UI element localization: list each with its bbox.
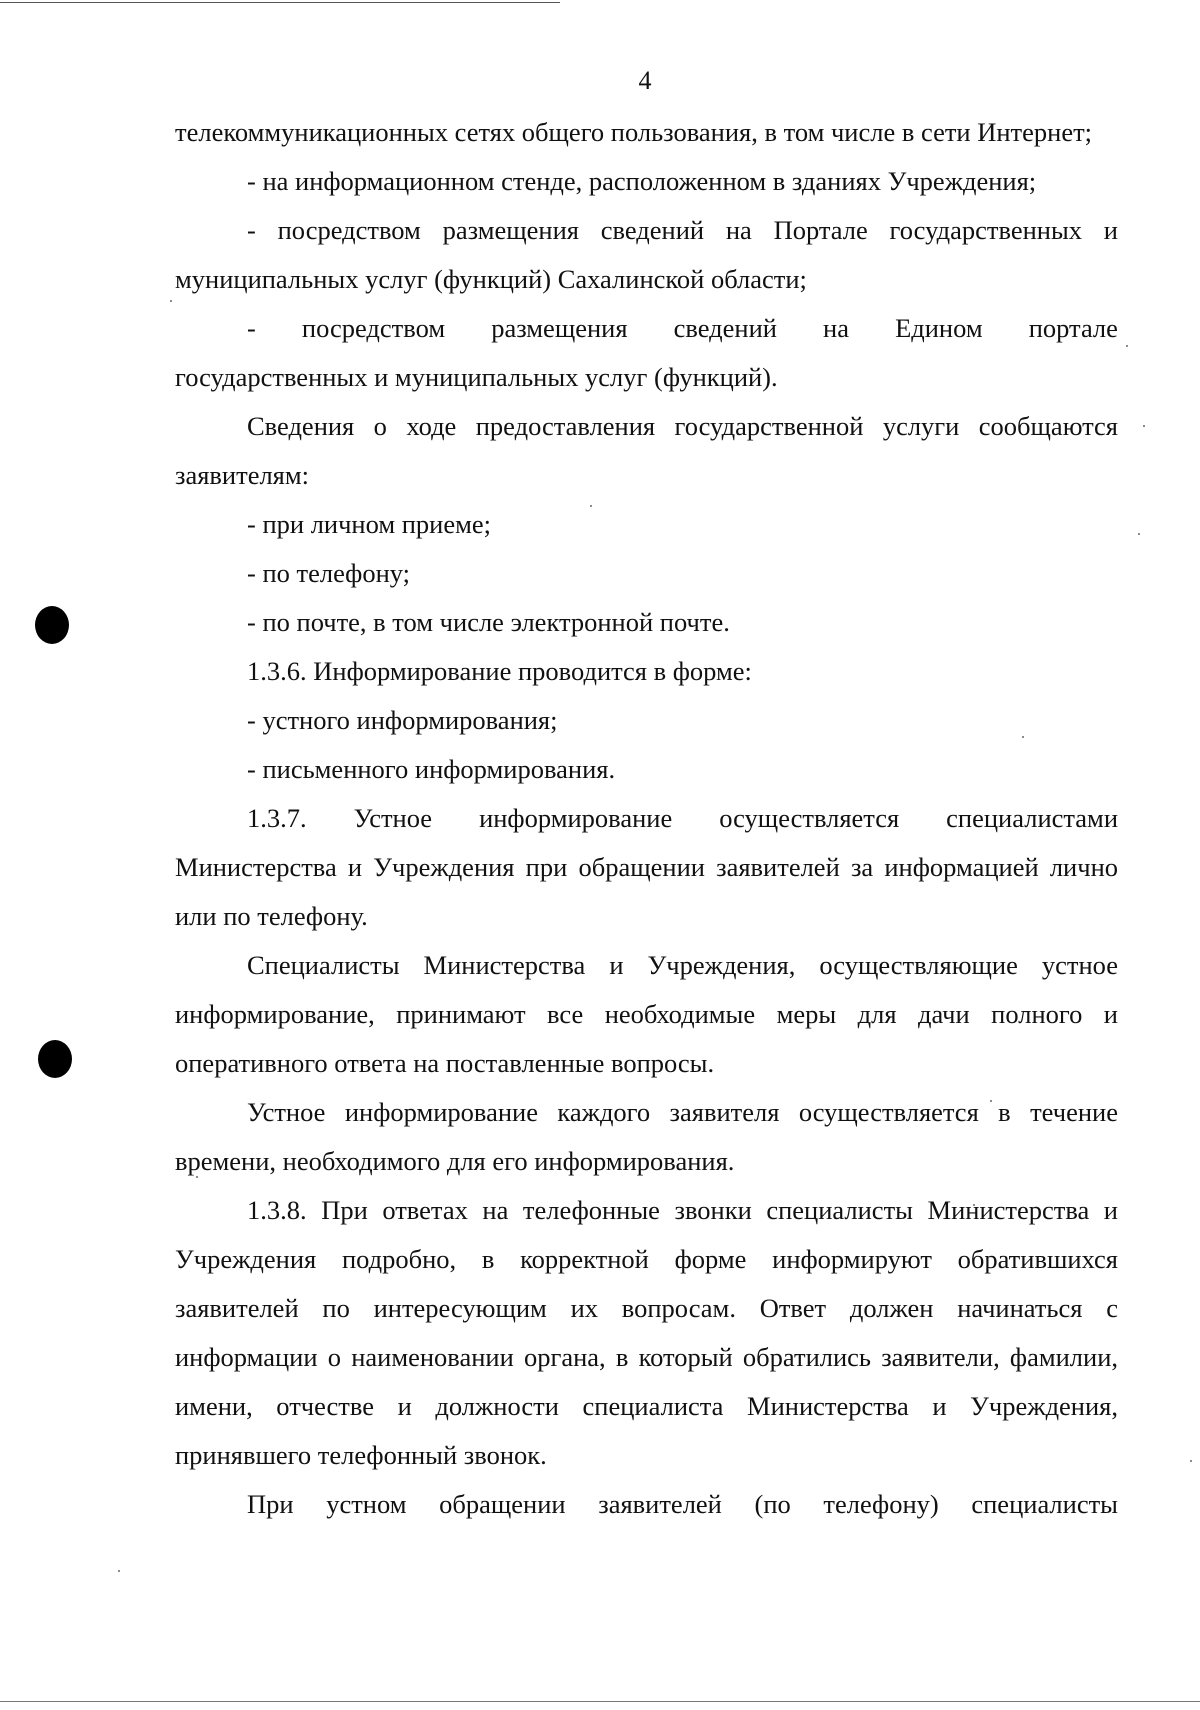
scan-speck (118, 1570, 120, 1572)
paragraph-oral-duration: Устное информирование каждого заявителя осуществляется в течение времени, необходимого для его информирования. (175, 1097, 1118, 1176)
clause-1-3-7: 1.3.7. Устное информирование осуществляется специалистами Министерства и Учреждения при обращении заявителей за информацией лично или по телефону. (175, 803, 1118, 931)
list-item-oral-informing: - устного информирования; (247, 705, 558, 735)
scan-speck (170, 300, 172, 302)
list-item-regional-portal: - посредством размещения сведений на Портале государственных и муниципальных услуг (функций) Сахалинской области; (175, 215, 1118, 294)
punch-hole-mark (38, 1040, 72, 1078)
unified-portal-first-line (175, 304, 1118, 353)
clause-1-3-6: 1.3.6. Информирование проводится в форме: (247, 656, 752, 686)
scan-bottom-edge-line (0, 1701, 1200, 1702)
scan-speck (1126, 345, 1128, 347)
list-item-info-stand: - на информационном стенде, расположенном в зданиях Учреждения; (247, 166, 1037, 196)
scan-speck (1190, 1460, 1192, 1462)
word: размещения (491, 313, 628, 343)
list-item-phone: - по телефону; (247, 558, 411, 588)
word: сведений (673, 313, 777, 343)
list-item-written-informing: - письменного информирования. (247, 754, 616, 784)
scan-top-edge-line (0, 2, 560, 3)
list-item-unified-portal (175, 304, 1118, 402)
unified-portal-continuation: государственных и муниципальных услуг (функций). (175, 362, 778, 392)
paragraph-intro-continuation: телекоммуникационных сетях общего пользования, в том числе в сети Интернет; (175, 117, 1093, 147)
word: на (823, 313, 849, 343)
word: посредством (301, 313, 446, 343)
paragraph-progress-info: Сведения о ходе предоставления государственной услуги сообщаются заявителям: (175, 411, 1118, 490)
page-number: 4 (638, 66, 652, 95)
clause-1-3-8: 1.3.8. При ответах на телефонные звонки специалисты Министерства и Учреждения подробно, в корректной форме информируют обратившихся заявителей по интересующим их вопросам. Ответ должен начинаться с информации о наименовании органа, в который обратились заявители, фамилии, имени, отчестве и должности специалиста Министерства и Учреждения, принявшего телефонный звонок. (175, 1195, 1118, 1470)
word: - (247, 313, 256, 343)
list-item-personal-reception: - при личном приеме; (247, 509, 492, 539)
paragraph-oral-appeal: При устном обращении заявителей (по телефону) специалисты (247, 1489, 1118, 1519)
paragraph-specialists-measures: Специалисты Министерства и Учреждения, осуществляющие устное информирование, принимают все необходимые меры для дачи полного и оперативного ответа на поставленные вопросы. (175, 950, 1118, 1078)
list-item-mail: - по почте, в том числе электронной почте. (247, 607, 730, 637)
scan-speck (1138, 533, 1140, 535)
scan-speck (1143, 425, 1145, 427)
document-body (175, 108, 1118, 1529)
word: Едином (895, 313, 983, 343)
word: портале (1028, 313, 1118, 343)
punch-hole-mark (35, 606, 69, 644)
